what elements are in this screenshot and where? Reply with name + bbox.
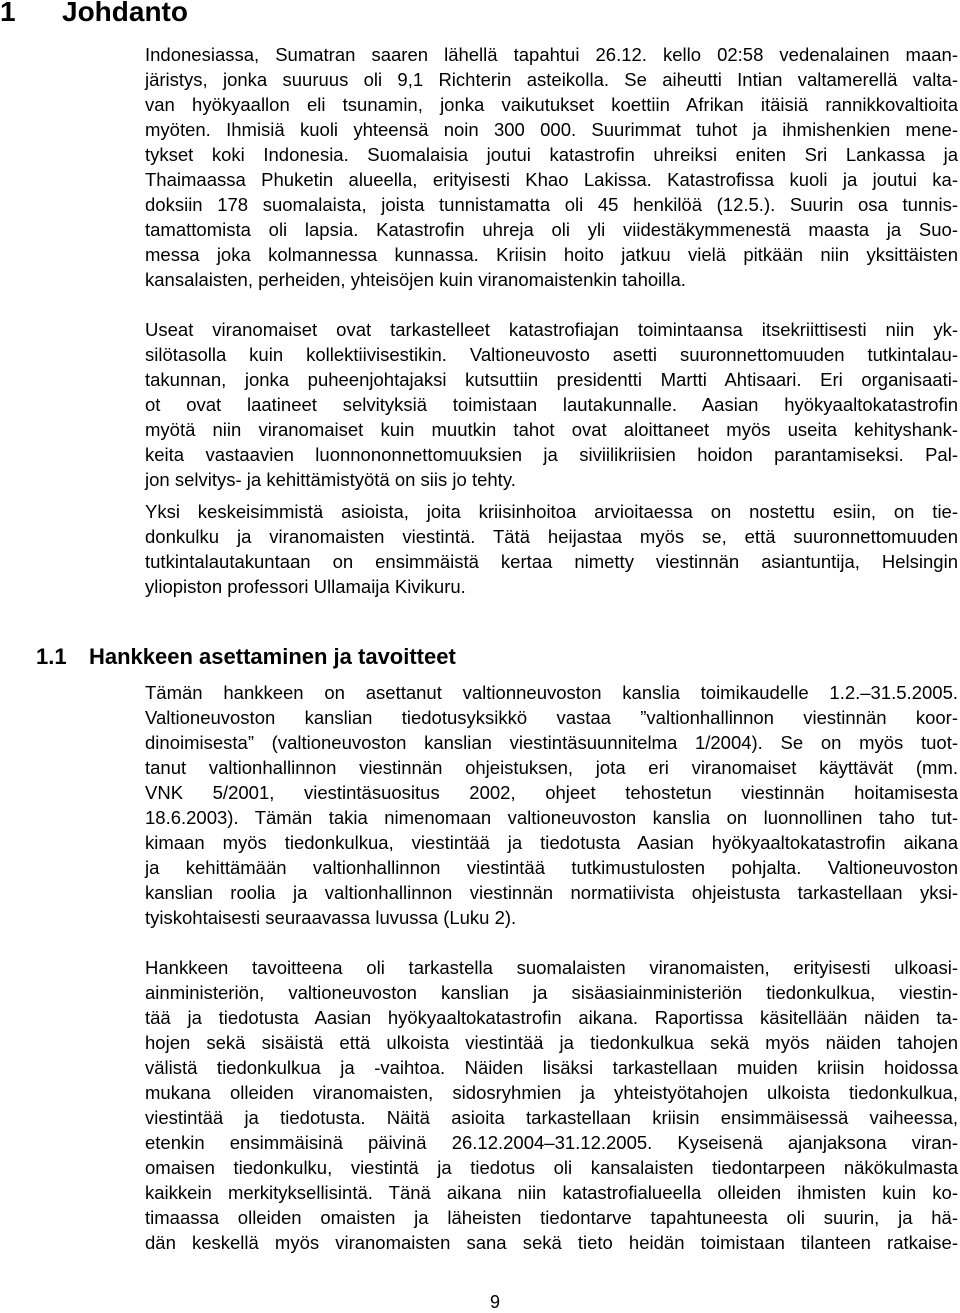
text-line: Tämän hankkeen on asettanut valtionneuvoston kanslia toimikaudelle 1.2.–31.5.2005. [145,682,958,703]
text-line: timaassa olleiden omaisten ja läheisten tiedontarve tapahtuneesta oli suurin, ja hä- [145,1207,958,1228]
text-line: van hyökyaallon eli tsunamin, jonka vaikutukset koettiin Afrikan itäisiä rannikkovaltioita [145,94,958,115]
text-line: ainministeriön, valtioneuvoston kanslian ja sisäasiainministeriön tiedonkulkua, viestin- [145,982,958,1003]
chapter-heading [0,0,188,30]
text-line: dän keskellä myös viranomaisten sana sekä tieto heidän toimistaan tilanteen ratkaise- [145,1232,958,1253]
text-line: kimaan myös tiedonkulkua, viestintää ja tiedotusta Aasian hyökyaaltokatastrofin aikana [145,832,958,853]
text-line: kaikkein merkityksellisintä. Tänä aikana niin katastrofialueella olleiden ihmisten kuin ko- [145,1182,958,1203]
text-line: Thaimaassa Phuketin alueella, erityisesti Khao Lakissa. Katastrofissa kuoli ja joutui ka- [145,169,958,190]
text-line: tutkintalautakuntaan on ensimmäistä kertaa nimetty viestinnän asiantuntija, Helsingin [145,551,958,572]
text-line: Valtioneuvoston kanslian tiedotusyksikkö vastaa ”valtionhallinnon viestinnän koor- [145,707,958,728]
text-line: 18.6.2003). Tämän takia nimenomaan valtioneuvoston kanslia on luonnollinen taho tut- [145,807,958,828]
text-line: donkulku ja viranomaisten viestintä. Tätä heijastaa myös se, että suuronnettomuuden [145,526,958,547]
text-line: ot ovat laatineet selvityksiä toimistaan lautakunnalle. Aasian hyökyaaltokatastrofin [145,394,958,415]
text-line: tanut valtionhallinnon viestinnän ohjeistuksen, jota eri viranomaiset käyttävät (mm. [145,757,958,778]
chapter-title: Johdanto [62,0,188,27]
text-line: silötasolla kuin kollektiivisestikin. Valtioneuvosto asetti suuronnettomuuden tutkintalau- [145,344,958,365]
chapter-number: 1 [0,0,16,27]
text-line: doksiin 178 suomalaista, joista tunnistamatta oli 45 henkilöä (12.5.). Suurin osa tunnis- [145,194,958,215]
section-title: Hankkeen asettaminen ja tavoitteet [89,644,456,669]
text-line: tykset koki Indonesia. Suomalaisia joutui katastrofin uhreiksi eniten Sri Lankassa ja [145,144,958,165]
text-line: VNK 5/2001, viestintäsuositus 2002, ohjeet tehostetun viestinnän hoitamisesta [145,782,958,803]
section-number: 1.1 [36,644,67,669]
text-line: keita vastaavien luonnononnettomuuksien ja siviilikriisien hoidon parantamiseksi. Pal- [145,444,958,465]
page-number: 9 [490,1292,501,1312]
text-line: viestintää ja tiedotusta. Näitä asioita tarkastellaan kriisin ensimmäisessä vaiheessa, [145,1107,958,1128]
text-line: järistys, jonka suuruus oli 9,1 Richterin asteikolla. Se aiheutti Intian valtamerellä valta- [145,69,958,90]
text-line: tää ja tiedotusta Aasian hyökyaaltokatastrofin aikana. Raportissa käsitellään näiden ta- [145,1007,958,1028]
text-line: välistä tiedonkulkua ja -vaihtoa. Näiden lisäksi tarkastellaan muiden kriisin hoidossa [145,1057,958,1078]
text-line: takunnan, jonka puheenjohtajaksi kutsuttiin presidentti Martti Ahtisaari. Eri organisaati- [145,369,958,390]
text-line: omaisen tiedonkulku, viestintä ja tiedotus oli kansalaisten tiedontarpeen näkökulmasta [145,1157,958,1178]
text-line: mukana olleiden viranomaisten, sidosryhmien ja yhteistyötahojen ulkoista tiedonkulkua, [145,1082,958,1103]
text-line: messa joka kolmannessa kunnassa. Kriisin hoito jatkuu vielä pitkään niin yksittäisten [145,244,958,265]
text-line: Useat viranomaiset ovat tarkastelleet katastrofiajan toimintaansa itsekriittisesti niin yk- [145,319,958,340]
text-line: hojen sekä sisäistä että ulkoista viestintää ja tiedonkulkua sekä myös näiden tahojen [145,1032,958,1053]
text-line: dinoimisesta” (valtioneuvoston kanslian viestintäsuunnitelma 1/2004). Se on myös tuot- [145,732,958,753]
text-line: Indonesiassa, Sumatran saaren lähellä tapahtui 26.12. kello 02:58 vedenalainen maan- [145,44,958,65]
text-line: jon selvitys- ja kehittämistyötä on siis jo tehty. [145,469,516,490]
text-line: tamattomista oli lapsia. Katastrofin uhreja oli yli viidestäkymmenestä maasta ja Suo- [145,219,958,240]
text-line: kanslian roolia ja valtionhallinnon viestinnän normatiivista ohjeistusta tarkastellaan yksi- [145,882,958,903]
section-heading [36,642,456,672]
text-line: etenkin ensimmäisinä päivinä 26.12.2004–31.12.2005. Kyseisenä ajanjaksona viran- [145,1132,958,1153]
text-line: myötä niin viranomaiset kuin muutkin tahot ovat aloittaneet myös useita kehityshank- [145,419,958,440]
text-line: myöten. Ihmisiä kuoli yhteensä noin 300 000. Suurimmat tuhot ja ihmishenkien mene- [145,119,958,140]
text-line: kansalaisten, perheiden, yhteisöjen kuin viranomaistenkin tahoilla. [145,269,686,290]
text-line: tyiskohtaisesti seuraavassa luvussa (Luku 2). [145,907,517,928]
text-line: Hankkeen tavoitteena oli tarkastella suomalaisten viranomaisten, erityisesti ulkoasi- [145,957,958,978]
text-line: yliopiston professori Ullamaija Kivikuru. [145,576,466,597]
text-line: Yksi keskeisimmistä asioista, joita kriisinhoitoa arvioitaessa on nostettu esiin, on tie- [145,501,958,522]
text-line: ja kehittämään valtionhallinnon viestintää tutkimustulosten pohjalta. Valtioneuvoston [145,857,958,878]
